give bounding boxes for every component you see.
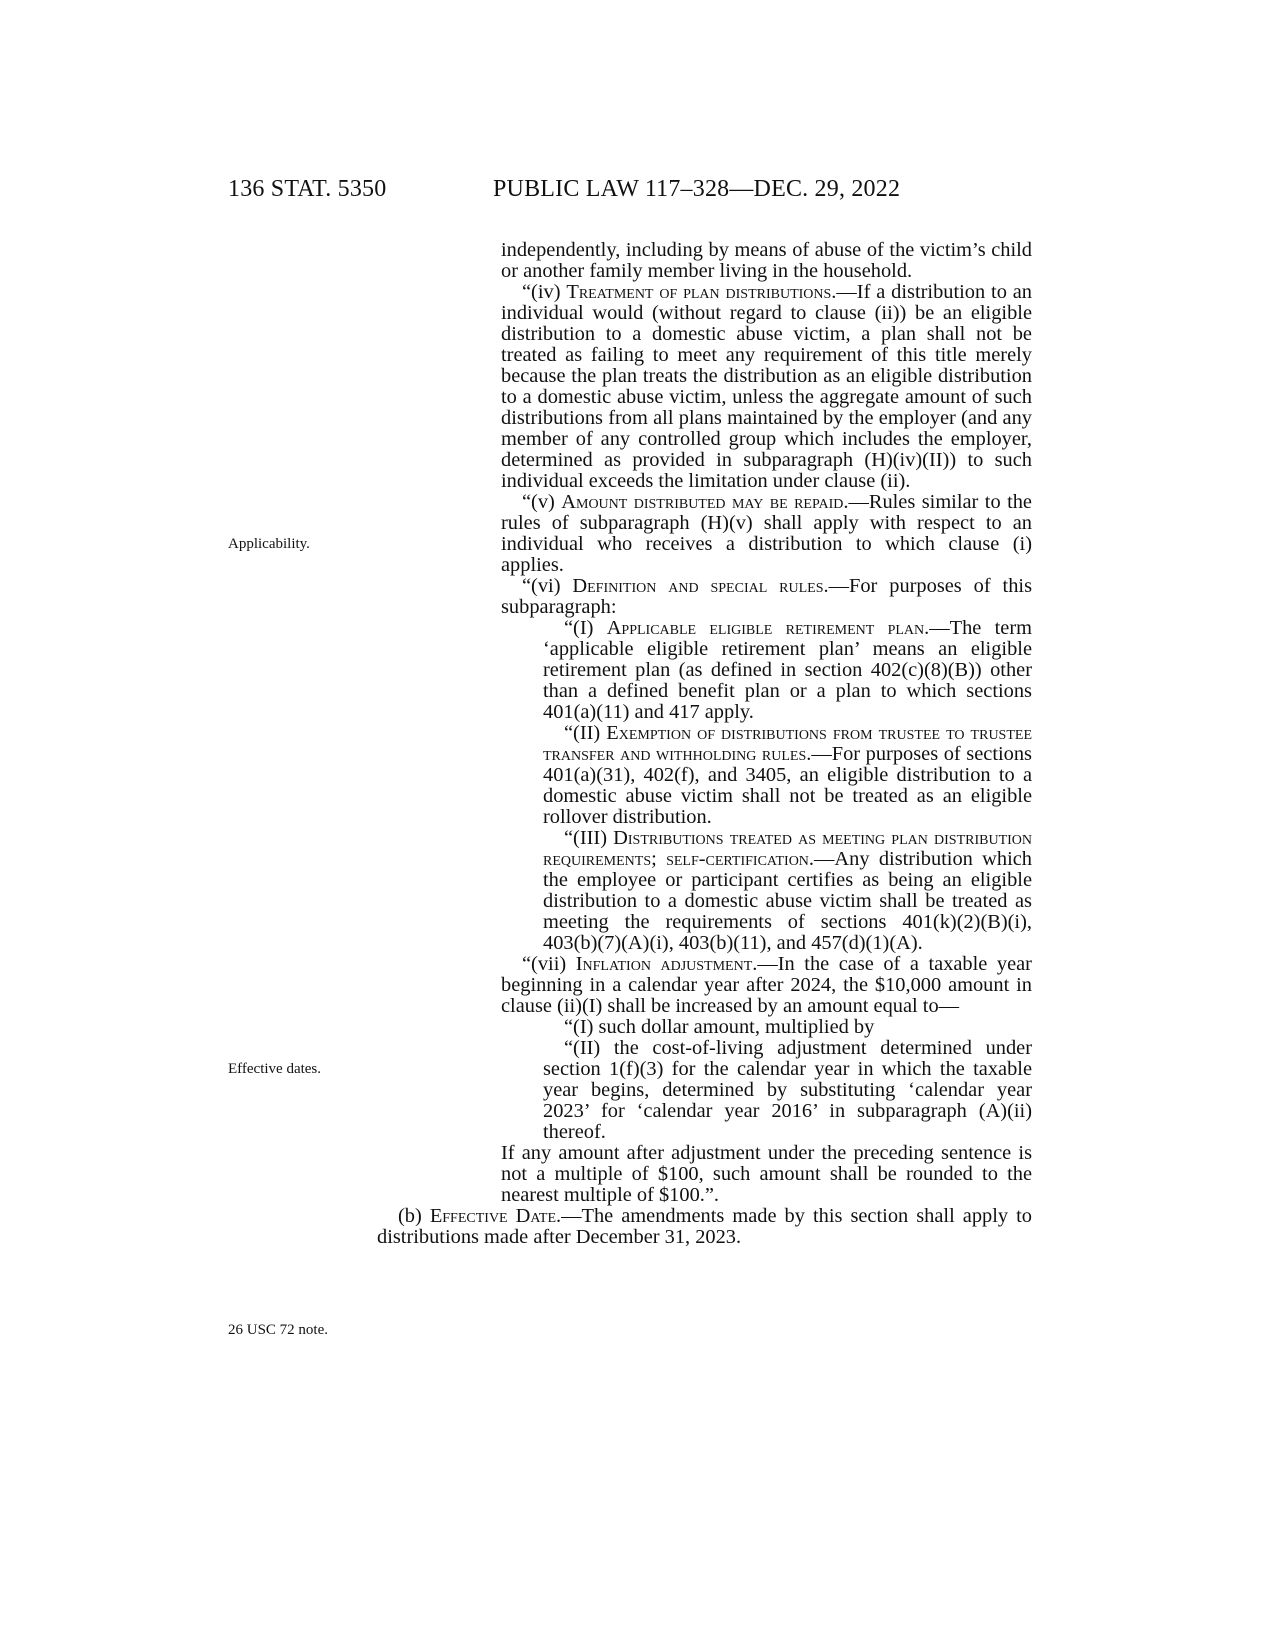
clause-vii-caption: Inflation adjustment. [575,953,758,975]
clause-v: “(v) Amount distributed may be repaid.—Rules similar to the rules of subparagraph (H)(v) shall apply with respect to an individual who receives a distribution to which clause (i) applies. [501,491,1032,576]
page-title: PUBLIC LAW 117–328—DEC. 29, 2022 [493,176,901,202]
document-body [377,240,1032,1248]
flush-text: If any amount after adjustment under the preceding sentence is not a multiple of $100, such amount shall be rounded to the nearest multiple of $100.”. [501,1142,1032,1206]
margin-note-usc: 26 USC 72 note. [228,1322,329,1338]
subclause-vi-I-caption: Applicable eligible retirement plan. [606,617,930,639]
margin-note-applicability: Applicability. [228,536,310,552]
subsection-b-caption: Effective Date. [429,1205,562,1227]
clause-vi-caption: Definition and special rules. [572,575,829,597]
clause-iv: “(iv) Treatment of plan distributions.—If a distribution to an individual would (without regard to clause (ii)) be an eligible distribution to a domestic abuse victim, a plan shall not be treated as failing to meet any requirement of this title merely because the plan treats the distribution as an eligible distribution to a domestic abuse victim, unless the aggregate amount of such distributions from all plans maintained by the employer (and any member of any controlled group which includes the employer, determined as provided in subparagraph (H)(iv)(II)) to such individual exceeds the limitation under clause (ii). [501,281,1033,492]
subclause-vi-II: “(II) Exemption of distributions from trustee to trustee transfer and withholding rules.—For purposes of sections 401(a)(31), 402(f), and 3405, an eligible distribution to a domestic abuse victim shall not be treated as an eligible rollover distribution. [543,722,1032,828]
paragraph-continuation: independently, including by means of abuse of the victim’s child or another family member living in the household. [501,239,1032,282]
clause-v-caption: Amount distributed may be repaid. [561,491,849,513]
subclause-vii-II: “(II) the cost-of-living adjustment determined under section 1(f)(3) for the calendar year in which the taxable year begins, determined by substituting ‘calendar year 2023’ for ‘calendar year 2016’ in subparagraph (A)(ii) thereof. [543,1037,1032,1143]
subclause-vii-I: “(I) such dollar amount, multiplied by [564,1016,875,1038]
subclause-vi-III-caption: Distributions treated as meeting plan distribution requirements; self-certification. [543,827,1033,870]
subsection-b: (b) Effective Date.—The amendments made by this section shall apply to distributions made after December 31, 2023. [377,1205,1032,1248]
clause-vi: “(vi) Definition and special rules.—For purposes of this subparagraph: [501,575,1033,618]
subclause-vi-III: “(III) Distributions treated as meeting plan distribution requirements; self-certification.—Any distribution which the employee or participant certifies as being an eligible distribution to a domestic abuse victim shall be treated as meeting the requirements of sections 401(k)(2)(B)(i), 403(b)(7)(A)(i), 403(b)(11), and 457(d)(1)(A). [543,827,1033,954]
clause-iv-caption: Treatment of plan distributions. [566,281,837,303]
clause-vii: “(vii) Inflation adjustment.—In the case of a taxable year beginning in a calendar year after 2024, the $10,000 amount in clause (ii)(I) shall be increased by an amount equal to— [501,953,1032,1017]
subclause-vi-I: “(I) Applicable eligible retirement plan.—The term ‘applicable eligible retirement plan’ means an eligible retirement plan (as defined in section 402(c)(8)(B)) other than a defined benefit plan or a plan to which sections 401(a)(11) and 417 apply. [543,617,1032,723]
stat-reference: 136 STAT. 5350 [228,176,387,202]
margin-note-effective-dates: Effective dates. [228,1061,322,1077]
subclause-vi-II-caption: Exemption of distributions from trustee to trustee transfer and withholding rules. [543,722,1032,765]
